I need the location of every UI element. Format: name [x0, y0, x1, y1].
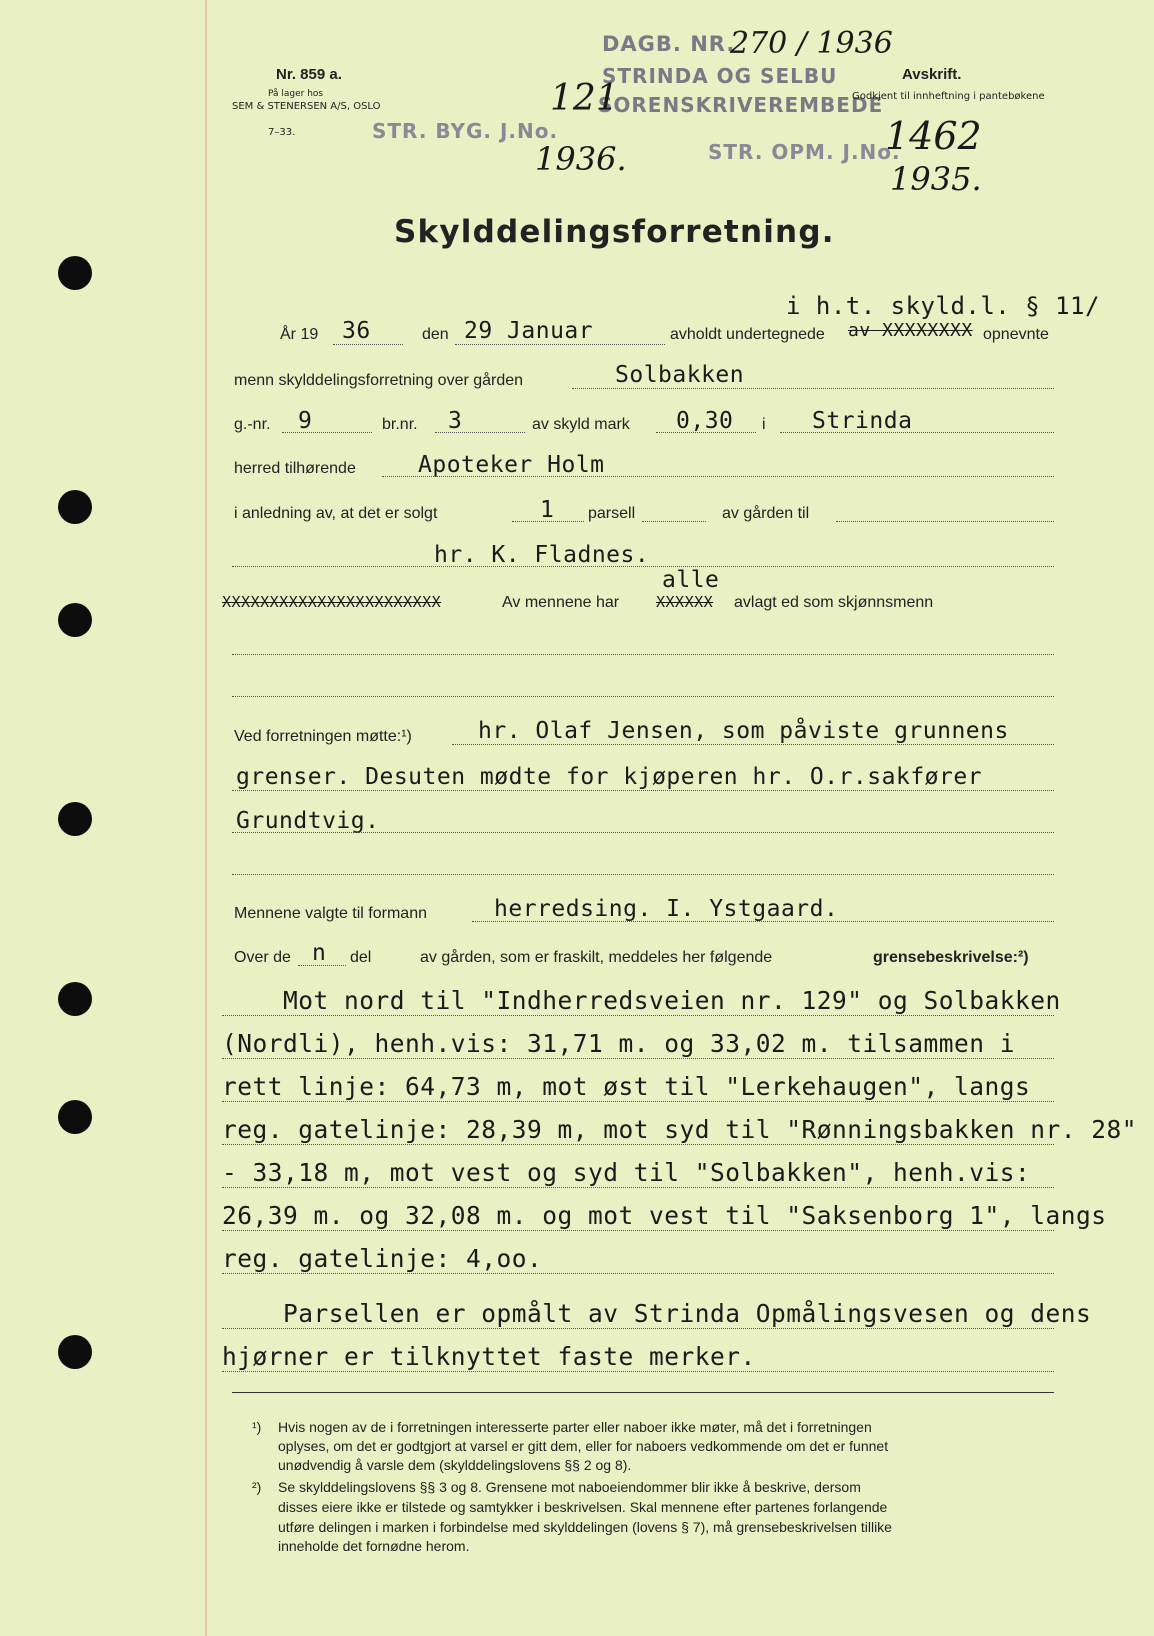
printer-line: På lager hos: [268, 89, 324, 99]
herred-label: herred tilhørende: [234, 460, 356, 477]
stamp-opm: STR. OPM. J.No.: [708, 140, 901, 164]
skyld-value: 0,30: [676, 408, 734, 434]
attendees-line: grenser. Desuten mødte for kjøperen hr. O.r.sakfører: [236, 764, 983, 790]
binder-hole: [58, 256, 92, 290]
herred-rule: [780, 432, 1054, 433]
date-value: 29 Januar: [464, 318, 594, 344]
footnote-mark: ¹): [252, 1419, 262, 1435]
binder-hole: [58, 490, 92, 524]
footnote-line: unødvendig å varsle dem (skylddelingslovens §§ 2 og 8).: [278, 1457, 632, 1473]
formann-rule: [472, 921, 1054, 922]
blank-rule: [232, 696, 1054, 697]
binder-hole: [58, 603, 92, 637]
description-line: Parsellen er opmålt av Strinda Opmålingsvesen og dens: [222, 1299, 1092, 1328]
over-de-label: Over de: [234, 949, 291, 966]
over-de-rule: [298, 965, 346, 966]
formann-value: herredsing. I. Ystgaard.: [494, 896, 839, 922]
anledning-label: i anledning av, at det er solgt: [234, 505, 438, 522]
attendees-rule: [232, 790, 1054, 791]
year-value: 36: [342, 318, 371, 344]
i-label: i: [762, 416, 766, 433]
description-line: rett linje: 64,73 m, mot øst til "Lerkehaugen", langs: [222, 1072, 1031, 1101]
stamp-dagb-value: 270 / 1936: [730, 26, 893, 61]
struck-line: XXXXXXXXXXXXXXXXXXXXXXX: [222, 593, 442, 611]
struck-text: av XXXXXXXX: [848, 320, 973, 341]
description-rule: [222, 1230, 1054, 1231]
blank-rule: [232, 654, 1054, 655]
description-rule: [222, 1328, 1054, 1329]
alle-value: alle: [662, 567, 720, 593]
gnr-label: g.-nr.: [234, 416, 271, 433]
parcels-rule: [512, 521, 584, 522]
printer-name: SEM & STENERSEN A/S, OSLO: [232, 101, 381, 112]
stamp-byg: STR. BYG. J.No.: [372, 119, 559, 143]
binder-hole: [58, 982, 92, 1016]
del-label: del: [350, 949, 372, 966]
bnr-value: 3: [448, 408, 463, 434]
form-number: Nr. 859 a.: [276, 66, 342, 83]
bnr-rule: [435, 432, 525, 433]
description-rule: [222, 1371, 1054, 1372]
stamp-byg-value: 121: [550, 78, 619, 119]
description-line: - 33,18 m, mot vest og syd til "Solbakken", henh.vis:: [222, 1158, 1031, 1187]
stamp-court-line2: SORENSKRIVEREMBEDE: [598, 93, 884, 117]
den-label: den: [422, 326, 449, 343]
struck-word: XXXXXX: [656, 593, 714, 611]
menn-label: menn skylddelingsforretning over gården: [234, 372, 524, 389]
skyld-rule: [656, 432, 756, 433]
binder-hole: [58, 802, 92, 836]
parsell-rule: [642, 521, 706, 522]
avskrift-label: Avskrift.: [902, 66, 962, 83]
stamp-opm-year: 1935.: [890, 160, 982, 198]
footnote-mark: ²): [252, 1479, 262, 1495]
avlagt-label: avlagt ed som skjønnsmenn: [734, 594, 934, 611]
footnote-line: utføre delingen i marken i forbindelse med skylddelingen (lovens § 7), må grensebeskrivelsen tillike: [278, 1519, 892, 1535]
attendees-rule: [452, 744, 1054, 745]
description-rule: [222, 1273, 1054, 1274]
formann-label: Mennene valgte til formann: [234, 905, 427, 922]
printer-date: 7–33.: [268, 127, 296, 138]
binder-hole: [58, 1100, 92, 1134]
description-line: (Nordli), henh.vis: 31,71 m. og 33,02 m. tilsammen i: [222, 1029, 1016, 1058]
over-de-value: n: [312, 940, 327, 966]
owner-value: Apoteker Holm: [418, 452, 605, 478]
motte-label: Ved forretningen møtte:¹): [234, 728, 412, 745]
description-rule: [222, 1058, 1054, 1059]
bnr-label: br.nr.: [382, 416, 418, 433]
buyer-rule: [232, 566, 1054, 567]
farm-value: Solbakken: [615, 362, 745, 388]
stamp-court-line1: STRINDA OG SELBU: [602, 64, 838, 88]
attendees-line: Grundtvig.: [236, 808, 380, 834]
owner-rule: [382, 476, 1054, 477]
footnote-line: Se skylddelingslovens §§ 3 og 8. Grensene mot naboeiendommer blir ikke å beskrive, dersom: [278, 1479, 861, 1495]
godkjent-note: Godkjent til innheftning i pantebøkene: [852, 91, 1045, 102]
parcels-value: 1: [540, 497, 555, 523]
description-line: Mot nord til "Indherredsveien nr. 129" og Solbakken: [222, 986, 1061, 1015]
date-rule: [455, 344, 665, 345]
herred-value: Strinda: [812, 408, 913, 434]
footnote-line: inneholde det fornødne herom.: [278, 1538, 470, 1554]
opnevnte-label: opnevnte: [983, 326, 1049, 343]
description-rule: [222, 1015, 1054, 1016]
stamp-dagb: DAGB. NR.: [602, 32, 736, 56]
blank-rule: [232, 874, 1054, 875]
description-line: reg. gatelinje: 4,oo.: [222, 1244, 543, 1273]
farm-rule: [572, 388, 1054, 389]
avgarden-label: av gården til: [722, 505, 810, 522]
page-title: Skylddelingsforretning.: [394, 214, 835, 250]
buyer-value: hr. K. Fladnes.: [434, 542, 650, 568]
footnote-divider: [232, 1392, 1054, 1393]
skyld-label: av skyld mark: [532, 416, 630, 433]
margin-line: [205, 0, 207, 1636]
footnote-line: disses eiere ikke er tilstede og samtykker i beskrivelsen. Skal mennene efter partenes forlangende: [278, 1499, 888, 1515]
grense-bold-label: grensebeskrivelse:²): [873, 949, 1029, 966]
parsell-label: parsell: [588, 505, 636, 522]
description-line: 26,39 m. og 32,08 m. og mot vest til "Saksenborg 1", langs: [222, 1201, 1107, 1230]
attendees-rule: [232, 832, 1054, 833]
gnr-rule: [282, 432, 372, 433]
description-rule: [222, 1144, 1054, 1145]
stamp-byg-year: 1936.: [535, 140, 627, 178]
description-rule: [222, 1187, 1054, 1188]
footnote-line: Hvis nogen av de i forretningen interesserte parter eller naboer ikke møter, må det i forretningen: [278, 1419, 872, 1435]
year-rule: [333, 344, 403, 345]
avgarden-rule: [836, 521, 1054, 522]
description-line: reg. gatelinje: 28,39 m, mot syd til "Rønningsbakken nr. 28": [222, 1115, 1138, 1144]
av-mennene-label: Av mennene har: [502, 594, 620, 611]
grense-label: av gården, som er fraskilt, meddeles her følgende: [420, 949, 773, 966]
authority-typed: i h.t. skyld.l. § 11/: [786, 292, 1100, 320]
ar-label: År 19: [280, 326, 319, 343]
description-rule: [222, 1101, 1054, 1102]
gnr-value: 9: [298, 408, 313, 434]
description-line: hjørner er tilknyttet faste merker.: [222, 1342, 756, 1371]
avholdt-label: avholdt undertegnede: [670, 326, 825, 343]
binder-hole: [58, 1335, 92, 1369]
stamp-opm-value: 1462: [885, 114, 982, 158]
attendees-line: hr. Olaf Jensen, som påviste grunnens: [478, 718, 1009, 744]
footnote-line: oplyses, om det er godtgjort at varsel er gitt dem, eller for naboers vedkommende om det er funnet: [278, 1438, 889, 1454]
